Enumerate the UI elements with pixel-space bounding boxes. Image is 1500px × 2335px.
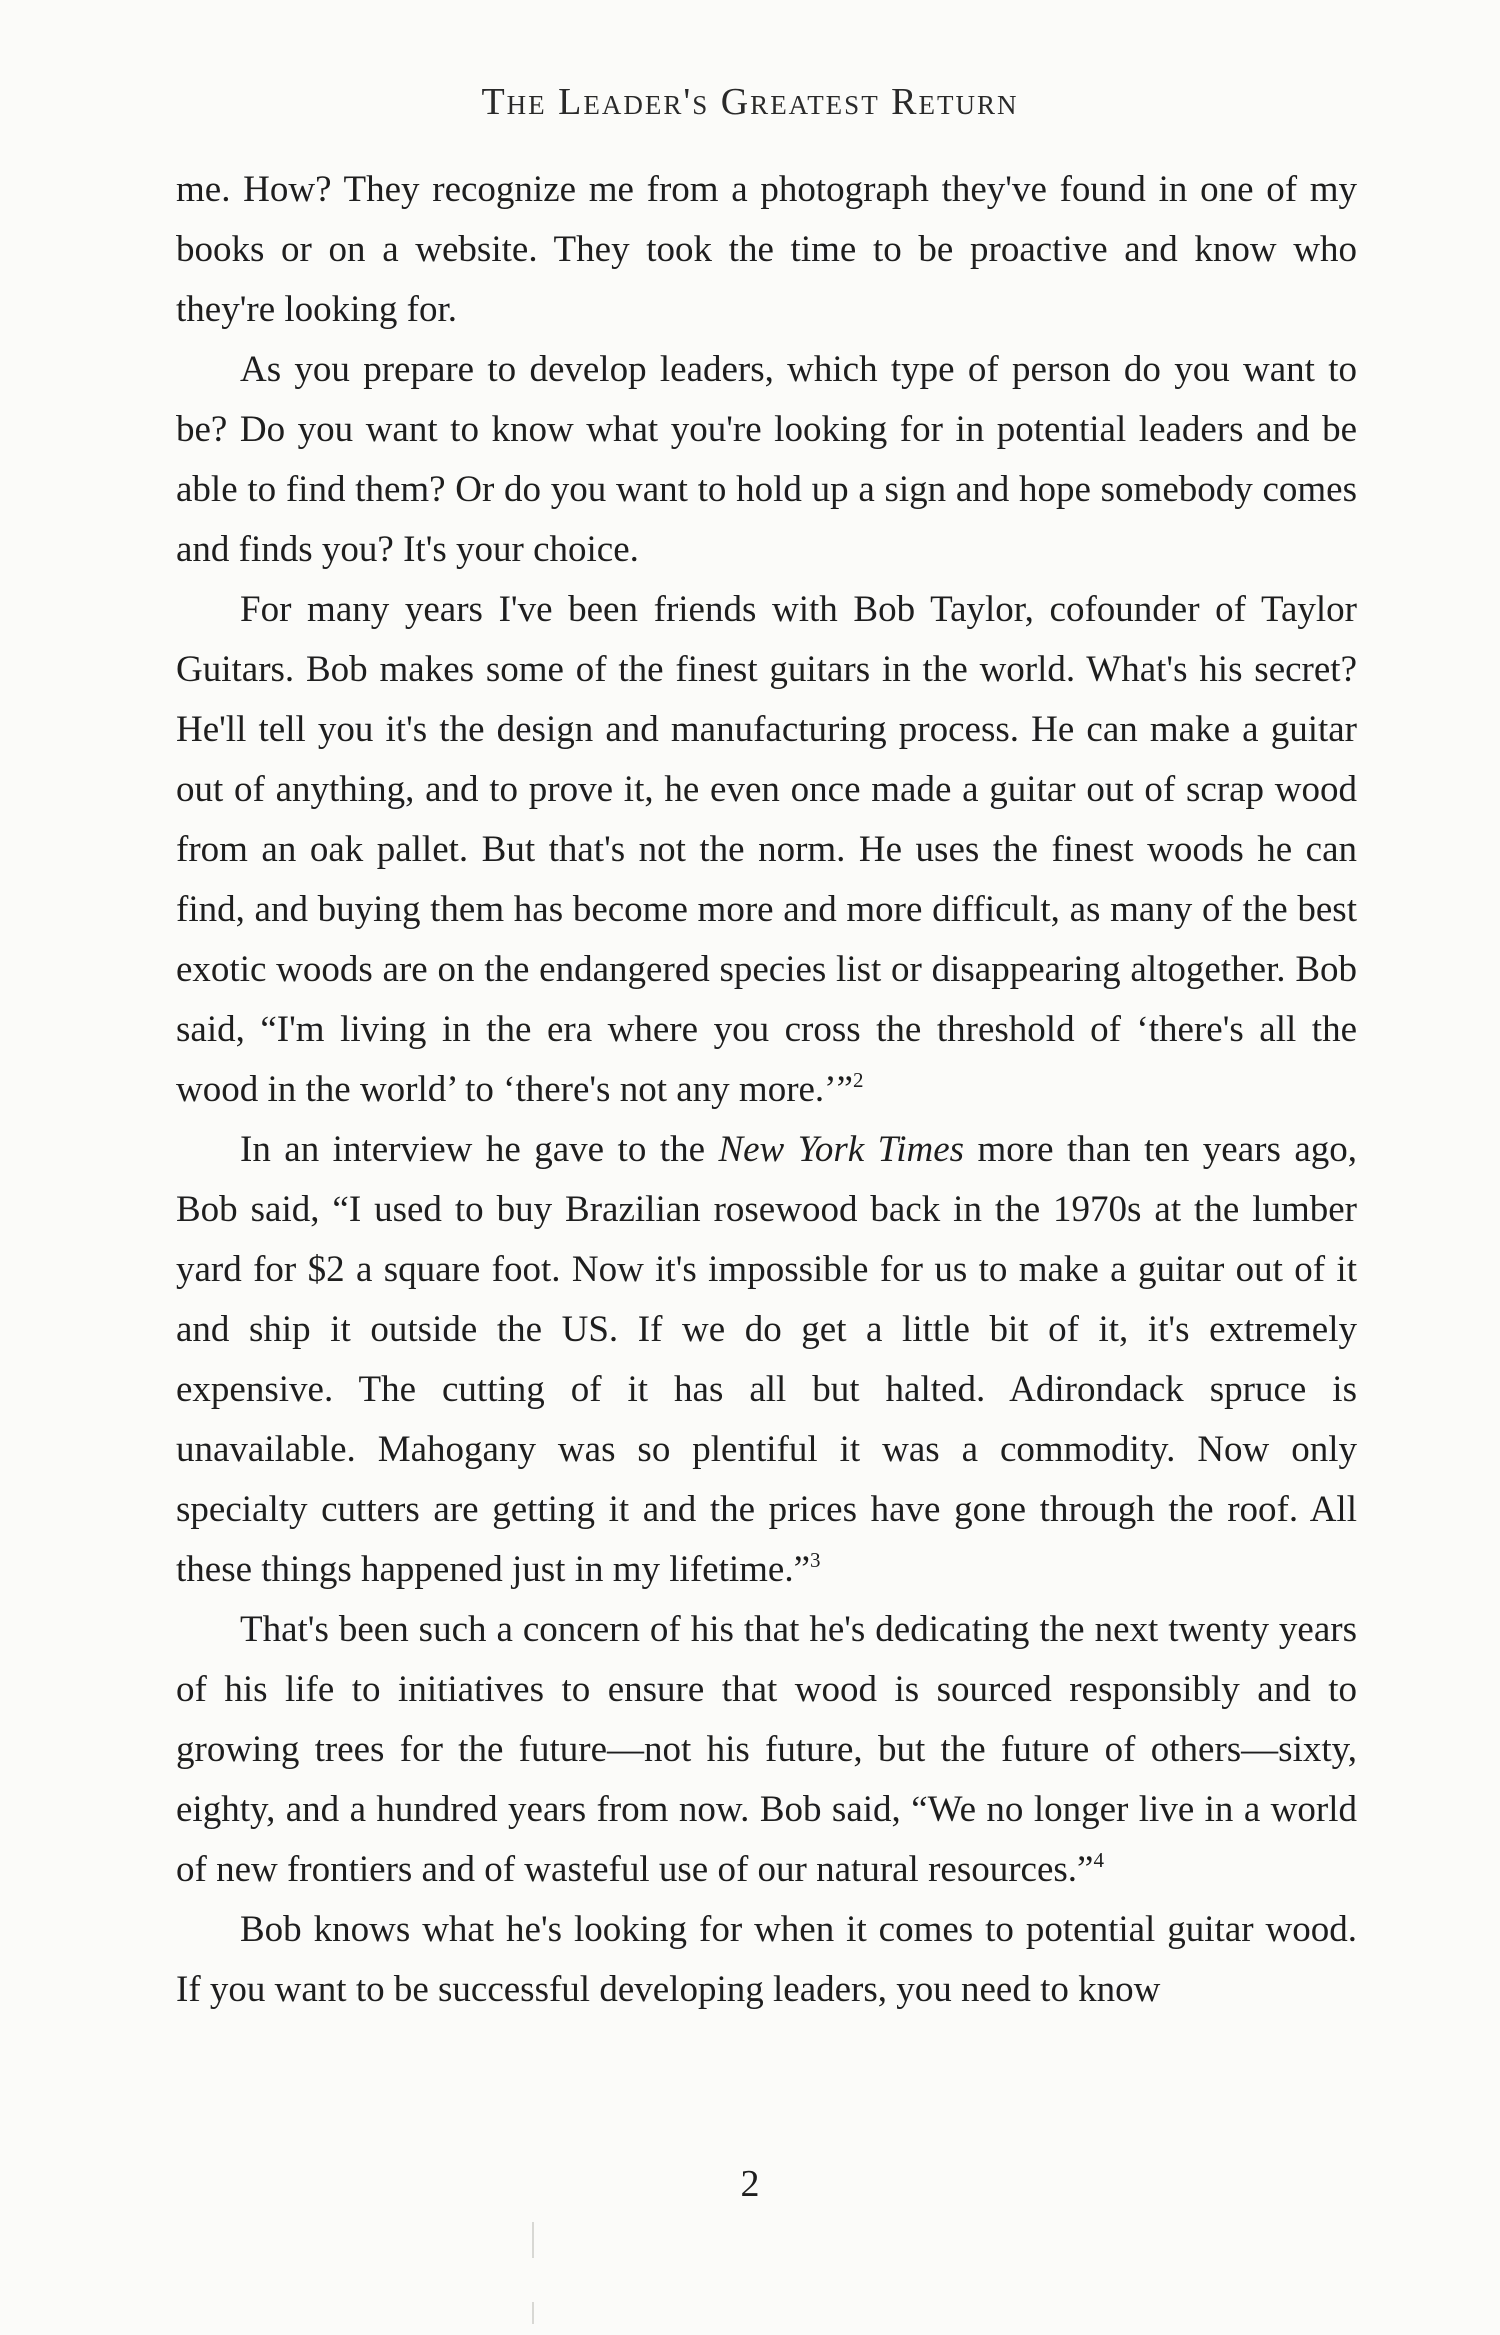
paragraph: [176, 340, 1357, 580]
body-text: [176, 160, 1357, 2020]
paragraph-text: me. How? They recognize me from a photograph they've found in one of my books or on a website. They took the time to be proactive and know who they're looking for.: [176, 169, 1357, 330]
paragraph-text: Bob knows what he's looking for when it comes to potential guitar wood. If you want to be successful developing leaders, you need to know: [176, 1909, 1357, 2010]
paragraph-text: more than ten years ago, Bob said, “I used to buy Brazilian rosewood back in the 1970s at the lumber yard for $2 a square foot. Now it's impossible for us to make a guitar out of it and ship it outside the US. If we do get a little bit of it, it's extremely expensive. The cutting of it has all but halted. Adirondack spruce is unavailable. Mahogany was so plentiful it was a commodity. Now only specialty cutters are getting it and the prices have gone through the roof. All these things happened just in my lifetime.”: [176, 1129, 1358, 1590]
paragraph: [176, 1900, 1357, 2020]
footnote-marker: 2: [852, 1068, 864, 1092]
scan-artifact-mark: [532, 2302, 534, 2324]
scan-artifact-mark: [532, 2222, 534, 2258]
paragraph: [176, 580, 1357, 1120]
running-head: The Leader's Greatest Return: [481, 81, 1019, 123]
paragraph-text: That's been such a concern of his that he's dedicating the next twenty years of his life to initiatives to ensure that wood is sourced responsibly and to growing trees for the future—not his future, but the future of others—sixty, eighty, and a hundred years from now. Bob said, “We no longer live in a world of new frontiers and of wasteful use of our natural resources.”: [176, 1609, 1357, 1890]
paragraph-text: In an interview he gave to the: [240, 1129, 719, 1170]
italic-title: New York Times: [718, 1129, 965, 1170]
paragraph-text: For many years I've been friends with Bob Taylor, cofounder of Taylor Guitars. Bob makes some of the finest guitars in the world. What's his secret? He'll tell you it's the design and manufacturing process. He can make a guitar out of anything, and to prove it, he even once made a guitar out of scrap wood from an oak pallet. But that's not the norm. He uses the finest woods he can find, and buying them has become more and more difficult, as many of the best exotic woods are on the endangered species list or disappearing altogether. Bob said, “I'm living in the era where you cross the threshold of ‘there's all the wood in the world’ to ‘there's not any more.’”: [176, 589, 1357, 1110]
page-number: 2: [740, 2163, 760, 2205]
paragraph: [176, 1120, 1357, 1600]
footnote-marker: 3: [810, 1548, 821, 1572]
paragraph: [176, 1600, 1357, 1900]
paragraph: [176, 160, 1357, 340]
footnote-marker: 4: [1093, 1848, 1104, 1872]
paragraph-text: As you prepare to develop leaders, which type of person do you want to be? Do you want to know what you're looking for in potential leaders and be able to find them? Or do you want to hold up a sign and hope somebody comes and finds you? It's your choice.: [176, 349, 1357, 570]
